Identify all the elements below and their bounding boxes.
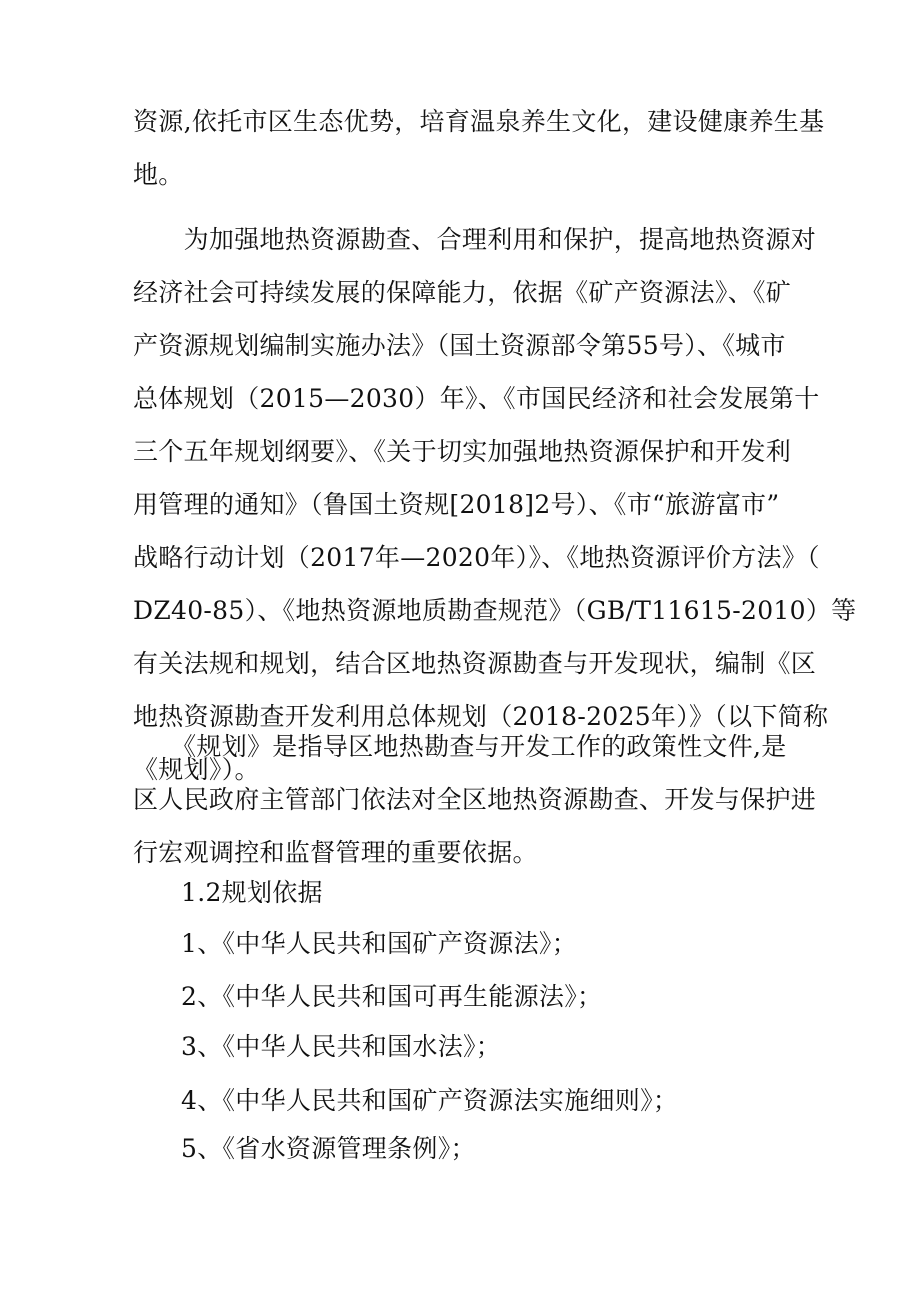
basis-list-item: 1、《中华人民共和国矿产资源法》；: [181, 929, 578, 958]
paragraph-line: 地。: [133, 160, 184, 189]
paragraph-line: 用管理的通知》（鲁国土资规[2018]2号）、《市“旅游富市”: [133, 490, 780, 519]
paragraph-line: 《规划》是指导区地热勘查与开发工作的政策性文件,是: [133, 732, 787, 761]
paragraph-line: 经济社会可持续发展的保障能力，依据《矿产资源法》、《矿: [133, 278, 792, 307]
paragraph-line: 资源,依托市区生态优势，培育温泉养生文化，建设健康养生基: [133, 107, 825, 136]
paragraph-line: 《规划》）。: [133, 755, 260, 784]
paragraph-line: 有关法规和规划，结合区地热资源勘查与开发现状，编制《区: [133, 649, 817, 678]
paragraph-line: 区人民政府主管部门依法对全区地热资源勘查、开发与保护进: [133, 785, 817, 814]
paragraph-line: 三个五年规划纲要》、《关于切实加强地热资源保护和开发利: [133, 437, 792, 466]
paragraph-line: 行宏观调控和监督管理的重要依据。: [133, 838, 538, 867]
paragraph-line: 地热资源勘查开发利用总体规划（2018-2025年）》（以下简称: [133, 702, 829, 731]
paragraph-line: DZ40-85）、《地热资源地质勘查规范》（GB/T11615-2010）等: [133, 596, 857, 625]
basis-list-item: 4、《中华人民共和国矿产资源法实施细则》；: [181, 1086, 679, 1115]
paragraph-line: 总体规划（2015—2030）年》、《市国民经济和社会发展第十: [133, 384, 820, 413]
paragraph-line: 产资源规划编制实施办法》（国土资源部令第55号）、《城市: [133, 331, 786, 360]
paragraph-line: 为加强地热资源勘查、合理利用和保护，提高地热资源对: [133, 225, 817, 254]
basis-list-item: 5、《省水资源管理条例》；: [181, 1134, 476, 1163]
paragraph-purpose: [133, 213, 857, 796]
basis-list-item: 2、《中华人民共和国可再生能源法》；: [181, 982, 603, 1011]
paragraph-plan-role: [133, 720, 817, 879]
paragraph-line: 战略行动计划（2017年—2020年）》、《地热资源评价方法》（: [133, 543, 820, 572]
basis-list-item: 3、《中华人民共和国水法》；: [181, 1032, 502, 1061]
paragraph-intro-continuation: [133, 95, 825, 201]
section-heading: 1.2规划依据: [181, 878, 323, 907]
